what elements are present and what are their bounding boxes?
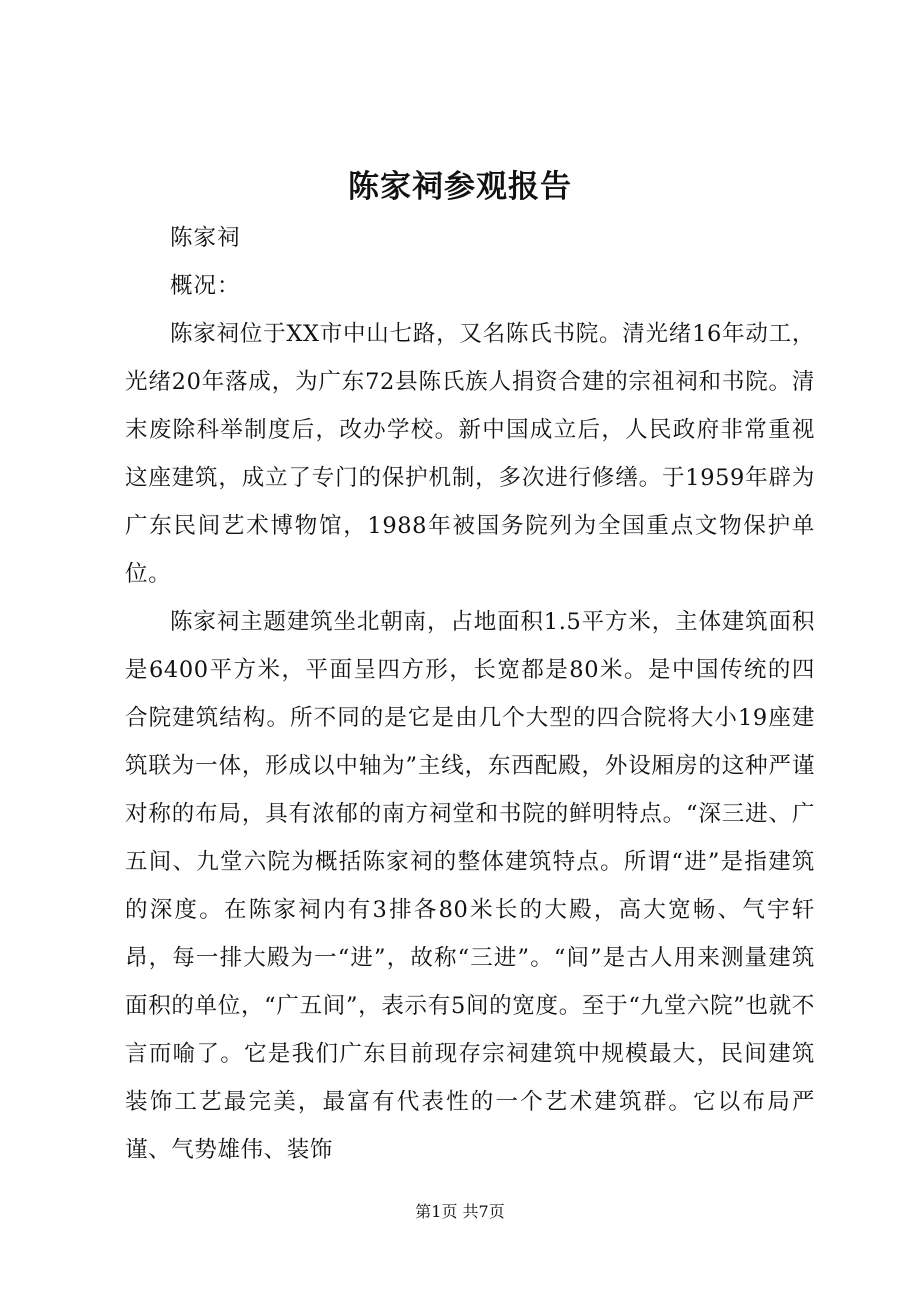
paragraph-architecture: 陈家祠主题建筑坐北朝南，占地面积1.5平方米，主体建筑面积是6400平方米，平面呈四方形，长宽都是80米。是中国传统的四合院建筑结构。所不同的是它是由几个大型的四合院将大小19座建筑联为一体，形成以中轴为”主线，东西配殿，外设厢房的这种严谨对称的布局，具有浓郁的南方祠堂和书院的鲜明特点。“深三进、广五间、九堂六院为概括陈家祠的整体建筑特点。所谓“进”是指建筑的深度。在陈家祠内有3排各80米长的大殿，高大宽畅、气宇轩昂，每一排大殿为一“进”，故称“三进”。“间”是古人用来测量建筑面积的单位，“广五间”，表示有5间的宽度。至于“九堂六院”也就不言而喻了。它是我们广东目前现存宗祠建筑中规模最大，民间建筑装饰工艺最完美，最富有代表性的一个艺术建筑群。它以布局严谨、气势雄伟、装饰 [125, 609, 815, 1163]
document-title: 陈家祠参观报告 [348, 169, 572, 205]
document-body [125, 214, 815, 1174]
paragraph-overview-heading: 概况： [170, 273, 241, 299]
paragraph-history: 陈家祠位于XX市中山七路，又名陈氏书院。清光绪16年动工，光绪20年落成，为广东72县陈氏族人捐资合建的宗祖祠和书院。清末废除科举制度后，改办学校。新中国成立后，人民政府非常重视这座建筑，成立了专门的保护机制，多次进行修缮。于1959年辟为广东民间艺术博物馆，1988年被国务院列为全国重点文物保护单位。 [125, 321, 815, 587]
page-number-footer: 第1页 共7页 [415, 1202, 505, 1221]
paragraph-subject: 陈家祠 [170, 225, 241, 251]
